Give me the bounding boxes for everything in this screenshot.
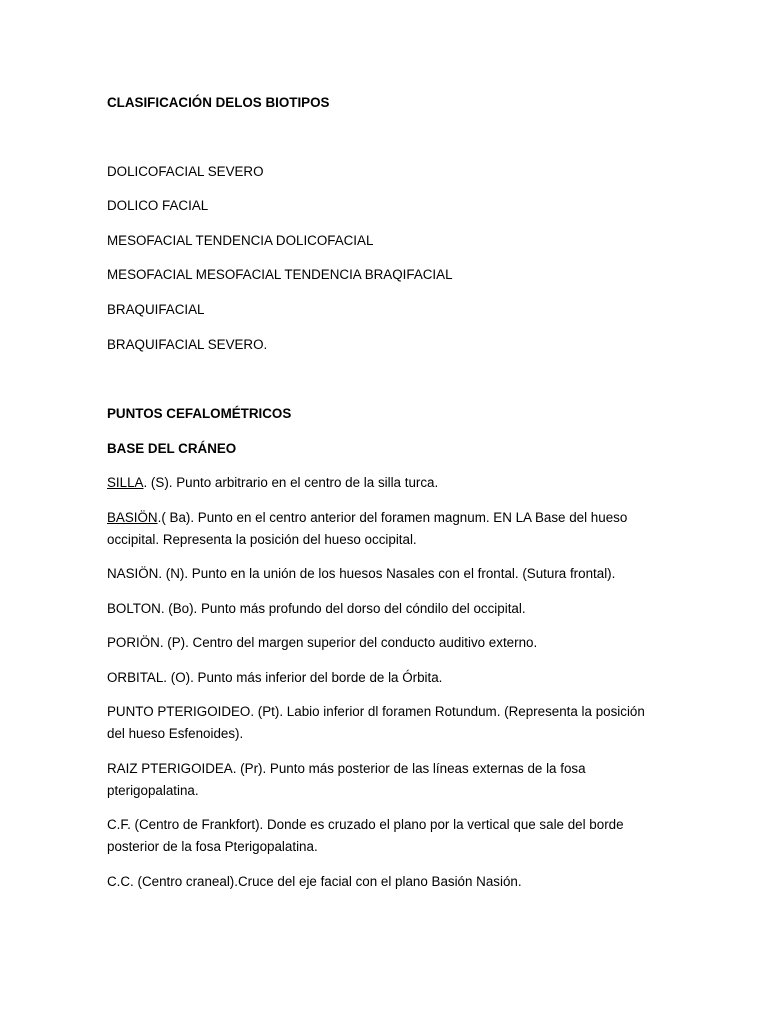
point-entry-centro-frankfort: C.F. (Centro de Frankfort). Donde es cruzado el plano por la vertical que sale del borde posterior de la fosa Pterigopalatina.: [107, 817, 624, 854]
cephalometric-points-heading: PUNTOS CEFALOMÉTRICOS: [107, 406, 292, 421]
point-entry-basion: [107, 507, 662, 550]
point-entry-orbital: ORBITAL. (O). Punto más inferior del borde de la Órbita.: [107, 670, 443, 685]
point-entry-raiz-pterigoidea: RAIZ PTERIGOIDEA. (Pr). Punto más posterior de las líneas externas de la fosa pterigopalatina.: [107, 761, 586, 798]
point-entry-porion: PORIÖN. (P). Centro del margen superior del conducto auditivo externo.: [107, 635, 538, 650]
point-entry-nasion: NASIÖN. (N). Punto en la unión de los huesos Nasales con el frontal. (Sutura frontal).: [107, 566, 616, 581]
point-term: BASIÖN: [107, 510, 158, 525]
point-entry-centro-craneal: C.C. (Centro craneal).Cruce del eje facial con el plano Basión Nasión.: [107, 874, 522, 889]
biotype-item: BRAQUIFACIAL: [107, 302, 205, 317]
biotype-item: DOLICOFACIAL SEVERO: [107, 164, 264, 179]
biotypes-heading: CLASIFICACIÓN DELOS BIOTIPOS: [107, 95, 330, 110]
point-entry-bolton: BOLTON. (Bo). Punto más profundo del dorso del cóndilo del occipital.: [107, 601, 526, 616]
point-description: . (S). Punto arbitrario en el centro de la silla turca.: [143, 475, 439, 490]
biotype-item: BRAQUIFACIAL SEVERO.: [107, 337, 268, 352]
biotype-item: MESOFACIAL TENDENCIA DOLICOFACIAL: [107, 233, 374, 248]
point-entry-silla: [107, 472, 438, 493]
biotype-item: DOLICO FACIAL: [107, 198, 209, 213]
point-description: .( Ba). Punto en el centro anterior del foramen magnum. EN LA Base del hueso occipital. Representa la posición del hueso occipital.: [107, 510, 628, 547]
biotype-item: MESOFACIAL MESOFACIAL TENDENCIA BRAQIFACIAL: [107, 267, 453, 282]
point-entry-pterigoideo: PUNTO PTERIGOIDEO. (Pt). Labio inferior dl foramen Rotundum. (Representa la posición del hueso Esfenoides).: [107, 704, 645, 741]
cranial-base-subheading: BASE DEL CRÁNEO: [107, 441, 237, 456]
point-term: SILLA: [107, 475, 144, 490]
